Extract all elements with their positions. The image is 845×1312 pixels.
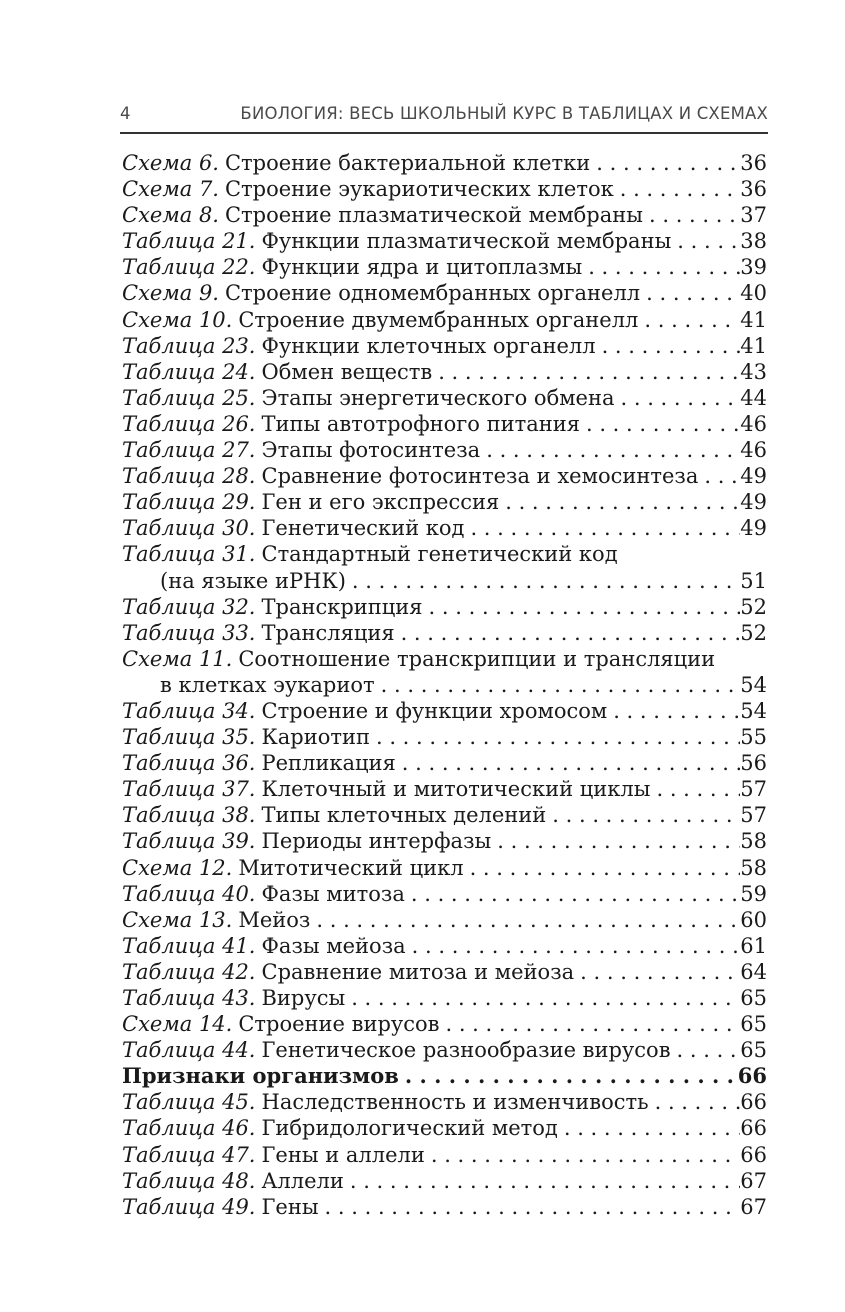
- dot-leader: [499, 489, 740, 515]
- toc-entry-label: Таблица 33.: [122, 620, 256, 645]
- toc-entry-label: Таблица 45.: [122, 1090, 256, 1115]
- toc-entry-page: 66: [740, 1116, 767, 1141]
- toc-entry: [122, 646, 767, 698]
- dot-leader: [649, 1089, 741, 1115]
- dot-leader: [546, 802, 740, 828]
- toc-entry-page: 57: [740, 777, 767, 802]
- toc-entry-label: Таблица 38.: [122, 803, 256, 828]
- dot-leader: [558, 1115, 740, 1141]
- toc-entry-page: 36: [740, 151, 767, 175]
- toc-entry-page: 43: [740, 359, 767, 384]
- toc-entry: [122, 1142, 767, 1168]
- toc-entry: [122, 411, 767, 437]
- dot-leader: [574, 959, 740, 985]
- dot-leader: [439, 1011, 740, 1037]
- toc-entry-title-continuation: в клетках эукариот: [160, 672, 375, 697]
- dot-leader: [405, 881, 740, 907]
- toc-entry-title: Соотношение транскрипции и трансляции: [238, 646, 716, 671]
- toc-entry: [122, 463, 767, 489]
- toc-entry-title: Стандартный генетический код: [261, 542, 618, 567]
- toc-entry-title: Ген и его экспрессия: [261, 490, 500, 515]
- table-of-contents: [122, 150, 767, 1220]
- toc-entry-title: Клеточный и митотический циклы: [261, 777, 651, 802]
- toc-entry-page: 58: [740, 855, 767, 880]
- toc-entry: [122, 202, 767, 228]
- toc-entry: [122, 776, 767, 802]
- dot-leader: [580, 411, 740, 437]
- toc-entry-title: Гены: [261, 1194, 319, 1219]
- toc-entry-page: 54: [740, 672, 767, 697]
- toc-entry: [122, 594, 767, 620]
- dot-leader: [310, 907, 740, 933]
- toc-entry: [122, 176, 767, 202]
- toc-entry: [122, 385, 767, 411]
- dot-leader: [464, 855, 741, 881]
- dot-leader: [395, 620, 741, 646]
- dot-leader: [650, 776, 740, 802]
- toc-entry: [122, 802, 767, 828]
- toc-entry-label: Таблица 26.: [122, 411, 256, 436]
- toc-entry-label: Таблица 34.: [122, 698, 256, 723]
- toc-entry-title: Типы автотрофного питания: [261, 411, 580, 436]
- toc-entry: [122, 437, 767, 463]
- toc-entry: [122, 907, 767, 933]
- toc-entry-label: Таблица 39.: [122, 829, 256, 854]
- toc-entry-label: Таблица 29.: [122, 490, 256, 515]
- toc-section-heading: [122, 1063, 767, 1089]
- toc-entry-page: 67: [740, 1194, 767, 1219]
- toc-entry: [122, 1011, 767, 1037]
- toc-entry-page: 55: [740, 725, 767, 750]
- toc-entry: [122, 698, 767, 724]
- running-title: БИОЛОГИЯ: ВЕСЬ ШКОЛЬНЫЙ КУРС В ТАБЛИЦАХ И СХЕМАХ: [240, 104, 768, 123]
- toc-entry: [122, 985, 767, 1011]
- toc-entry-title: Фазы митоза: [261, 881, 405, 906]
- toc-entry-page: 67: [740, 1168, 767, 1193]
- toc-entry-page: 52: [740, 620, 767, 645]
- toc-entry-title: Этапы энергетического обмена: [261, 385, 615, 410]
- toc-entry-page: 65: [740, 986, 767, 1010]
- toc-entry-label: Схема 7.: [122, 177, 219, 202]
- toc-entry-page: 40: [740, 281, 767, 306]
- dot-leader: [406, 933, 741, 959]
- dot-leader: [582, 254, 740, 280]
- toc-entry-title: Обмен веществ: [261, 359, 433, 384]
- toc-entry: [122, 881, 767, 907]
- toc-entry-page: 59: [740, 881, 767, 906]
- toc-entry-label: Таблица 28.: [122, 464, 256, 489]
- toc-entry-title: Генетическое разнообразие вирусов: [261, 1038, 671, 1063]
- toc-entry-title: Фазы мейоза: [261, 933, 406, 958]
- toc-entry: [122, 228, 767, 254]
- dot-leader: [346, 568, 740, 594]
- toc-entry: [122, 959, 767, 985]
- toc-entry-label: Таблица 25.: [122, 385, 256, 410]
- toc-entry-label: Таблица 32.: [122, 594, 256, 619]
- dot-leader: [396, 750, 740, 776]
- toc-entry-page: 49: [740, 464, 767, 489]
- dot-leader: [614, 176, 741, 202]
- dot-leader: [425, 1142, 740, 1168]
- toc-entry-page: 41: [740, 333, 767, 358]
- dot-leader: [671, 228, 740, 254]
- toc-entry-label: Таблица 27.: [122, 438, 256, 463]
- toc-entry-title: Наследственность и изменчивость: [261, 1090, 649, 1115]
- dot-leader: [638, 307, 740, 333]
- toc-entry: [122, 1194, 767, 1220]
- toc-entry: [122, 750, 767, 776]
- dot-leader: [607, 698, 740, 724]
- toc-entry-page: 39: [740, 255, 767, 280]
- toc-entry-title: Функции плазматической мембраны: [261, 229, 672, 254]
- toc-entry: [122, 1089, 767, 1115]
- toc-entry: [122, 828, 767, 854]
- dot-leader: [344, 1168, 740, 1194]
- dot-leader: [698, 463, 740, 489]
- toc-entry-label: Таблица 44.: [122, 1038, 256, 1063]
- toc-entry-title: Строение одномембранных органелл: [224, 281, 641, 306]
- toc-entry-label: Таблица 42.: [122, 959, 256, 984]
- toc-entry-title: Транскрипция: [261, 594, 423, 619]
- toc-entry-page: 65: [740, 1012, 767, 1037]
- toc-entry: [122, 359, 767, 385]
- dot-leader: [671, 1037, 741, 1063]
- toc-entry-title: Строение вирусов: [238, 1012, 440, 1037]
- toc-entry-label: Таблица 21.: [122, 229, 256, 254]
- toc-entry: [122, 307, 767, 333]
- toc-entry-title: Строение двумембранных органелл: [238, 307, 639, 332]
- toc-entry-page: 58: [740, 829, 767, 854]
- dot-leader: [432, 359, 740, 385]
- toc-entry-title: Вирусы: [261, 986, 346, 1010]
- toc-entry-page: 66: [740, 1090, 767, 1115]
- toc-entry-page: 38: [740, 229, 767, 254]
- toc-entry-title: Строение эукариотических клеток: [224, 177, 614, 202]
- toc-entry-title: Генетический код: [261, 516, 465, 541]
- toc-entry-page: 37: [740, 203, 767, 228]
- toc-entry-title: Этапы фотосинтеза: [261, 438, 481, 463]
- toc-entry-label: Таблица 23.: [122, 333, 256, 358]
- toc-entry-page: 44: [740, 385, 767, 410]
- toc-entry: [122, 620, 767, 646]
- toc-entry: [122, 724, 767, 750]
- toc-entry-title: Аллели: [261, 1168, 344, 1193]
- toc-entry-label: Таблица 31.: [122, 542, 256, 567]
- toc-entry-label: Таблица 22.: [122, 255, 256, 280]
- toc-entry-label: Таблица 41.: [122, 933, 256, 958]
- dot-leader: [319, 1194, 741, 1220]
- toc-entry: [122, 1115, 767, 1141]
- toc-entry: [122, 280, 767, 306]
- dot-leader: [596, 333, 741, 359]
- dot-leader: [423, 594, 741, 620]
- toc-entry-title: Сравнение митоза и мейоза: [261, 959, 575, 984]
- toc-entry-page: 49: [740, 516, 767, 541]
- toc-entry-page: 56: [740, 751, 767, 776]
- toc-entry-label: Таблица 46.: [122, 1116, 256, 1141]
- dot-leader: [491, 828, 740, 854]
- toc-entry-label: Таблица 24.: [122, 359, 256, 384]
- dot-leader: [643, 202, 740, 228]
- toc-entry-page: 65: [740, 1038, 767, 1063]
- toc-entry-label: Таблица 49.: [122, 1194, 256, 1219]
- toc-entry-label: Схема 11.: [122, 646, 233, 671]
- dot-leader: [375, 672, 741, 698]
- toc-entry-label: Таблица 30.: [122, 516, 256, 541]
- toc-entry-title: Признаки организмов: [122, 1063, 399, 1089]
- toc-entry-title: Функции ядра и цитоплазмы: [261, 255, 583, 280]
- dot-leader: [615, 385, 741, 411]
- toc-entry-page: 49: [740, 490, 767, 515]
- toc-entry-title-continuation: (на языке иРНК): [160, 568, 346, 593]
- page-number: 4: [120, 104, 131, 123]
- toc-entry: [122, 150, 767, 176]
- toc-entry-label: Схема 12.: [122, 855, 233, 880]
- toc-entry-page: 57: [740, 803, 767, 828]
- toc-entry-label: Схема 10.: [122, 307, 233, 332]
- toc-entry: [122, 933, 767, 959]
- toc-entry: [122, 515, 767, 541]
- toc-entry-label: Таблица 43.: [122, 986, 256, 1010]
- toc-entry-label: Таблица 48.: [122, 1168, 256, 1193]
- toc-entry-title: Гены и аллели: [261, 1142, 425, 1167]
- toc-entry-page: 61: [740, 933, 767, 958]
- toc-entry: [122, 1037, 767, 1063]
- toc-entry-title: Мейоз: [238, 907, 311, 932]
- toc-entry-title: Гибридологический метод: [261, 1116, 558, 1141]
- toc-entry-title: Периоды интерфазы: [261, 829, 492, 854]
- toc-entry-title: Типы клеточных делений: [261, 803, 547, 828]
- toc-entry-label: Таблица 40.: [122, 881, 256, 906]
- dot-leader: [640, 280, 740, 306]
- toc-entry-label: Таблица 37.: [122, 777, 256, 802]
- toc-entry: [122, 541, 767, 593]
- toc-entry-page: 54: [740, 698, 767, 723]
- toc-entry-title: Строение бактериальной клетки: [224, 151, 591, 175]
- toc-entry-title: Строение и функции хромосом: [261, 698, 608, 723]
- toc-entry: [122, 855, 767, 881]
- toc-entry-page: 51: [740, 568, 767, 593]
- toc-entry-page: 66: [740, 1142, 767, 1167]
- toc-entry-page: 66: [737, 1063, 767, 1089]
- toc-entry-title: Кариотип: [261, 725, 370, 750]
- toc-entry-page: 36: [740, 177, 767, 202]
- dot-leader: [590, 150, 740, 176]
- toc-entry-page: 60: [740, 907, 767, 932]
- dot-leader: [345, 985, 740, 1011]
- running-header: [120, 104, 768, 134]
- toc-entry-label: Таблица 36.: [122, 751, 256, 776]
- toc-entry-title: Трансляция: [261, 620, 395, 645]
- toc-entry: [122, 254, 767, 280]
- toc-entry: [122, 333, 767, 359]
- dot-leader: [370, 724, 740, 750]
- toc-entry-label: Таблица 35.: [122, 725, 256, 750]
- dot-leader: [480, 437, 740, 463]
- toc-entry-label: Схема 6.: [122, 151, 219, 175]
- toc-entry-title: Митотический цикл: [238, 855, 464, 880]
- dot-leader: [464, 515, 740, 541]
- toc-entry-page: 46: [740, 411, 767, 436]
- toc-entry: [122, 1168, 767, 1194]
- toc-entry: [122, 489, 767, 515]
- toc-entry-label: Таблица 47.: [122, 1142, 256, 1167]
- toc-entry-label: Схема 9.: [122, 281, 219, 306]
- toc-entry-label: Схема 14.: [122, 1012, 233, 1037]
- toc-entry-page: 52: [740, 594, 767, 619]
- toc-entry-page: 64: [740, 959, 767, 984]
- toc-entry-page: 46: [740, 438, 767, 463]
- toc-entry-title: Репликация: [261, 751, 396, 776]
- toc-entry-label: Схема 13.: [122, 907, 233, 932]
- toc-entry-page: 41: [740, 307, 767, 332]
- toc-entry-title: Сравнение фотосинтеза и хемосинтеза: [261, 464, 699, 489]
- dot-leader: [399, 1063, 738, 1089]
- toc-entry-label: Схема 8.: [122, 203, 219, 228]
- toc-entry-title: Строение плазматической мембраны: [224, 203, 643, 228]
- toc-entry-title: Функции клеточных органелл: [261, 333, 596, 358]
